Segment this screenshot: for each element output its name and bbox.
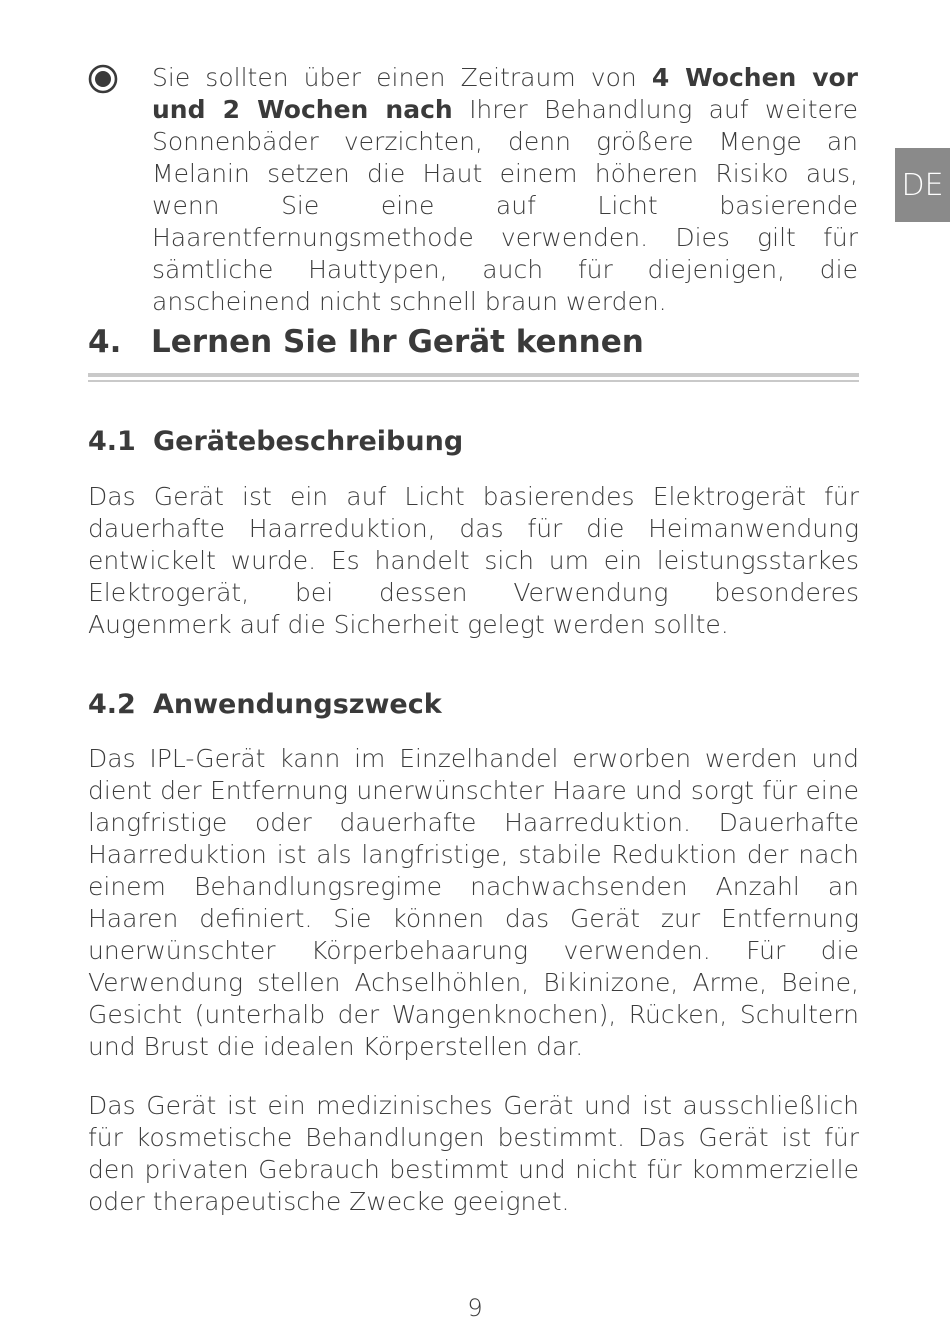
section-4-2-heading xyxy=(88,688,858,722)
section-4-title: Lernen Sie Ihr Gerät kennen xyxy=(151,324,644,360)
section-4-2-number: 4.2 xyxy=(88,689,136,720)
bullet-text-bold: 4 Wochen vor und 2 Wochen nach xyxy=(152,63,858,124)
page-number: 9 xyxy=(467,1294,483,1322)
language-tab: DE xyxy=(895,148,950,222)
section-4-1-paragraph: Das Gerät ist ein auf Licht basierendes Elektrogerät für dauerhafte Haarreduktion, das für die Heimanwendung entwickelt wurde. Es handelt sich um ein leistungsstarkes Elektrogerät, bei dessen Verwendung besonderes Augenmerk auf die Sicherheit gelegt werden sollte. xyxy=(88,482,859,639)
section-4-number: 4. xyxy=(88,324,122,360)
section-4-heading xyxy=(88,322,858,362)
radio-bullet-icon xyxy=(88,64,118,94)
heading-rule-thin xyxy=(88,380,859,382)
section-4-2-title: Anwendungszweck xyxy=(153,689,442,720)
section-4-2-paragraph-1: Das IPL-Gerät kann im Einzelhandel erworben werden und dient der Entfernung unerwünschter Haare und sorgt für eine langfristige oder dauerhafte Haarreduktion. Dauerhafte Haarreduktion ist als langfristige, stabile Reduktion der nach einem Behandlungsregime nachwachsenden Anzahl an Haaren definiert. Sie können das Gerät zur Entfernung unerwünschter Körperbehaarung verwenden. Für die Verwendung stellen Achselhöhlen, Bikinizone, Arme, Beine, Gesicht (unterhalb der Wangenknochen), Rücken, Schultern und Brust die idealen Körperstellen dar. xyxy=(88,744,859,1061)
section-4-1-number: 4.1 xyxy=(88,426,136,457)
heading-rule-thick xyxy=(88,373,859,377)
section-4-1-heading xyxy=(88,425,858,459)
bullet-text-before: Sie sollten über einen Zeitraum von xyxy=(152,63,652,92)
bullet-note-text xyxy=(152,62,858,318)
section-4-2-paragraph-2: Das Gerät ist ein medizinisches Gerät und ist ausschließlich für kosmetische Behandlungen bestimmt. Das Gerät ist für den privaten Gebrauch bestimmt und nicht für kommerzielle oder therapeutische Zwecke geeignet. xyxy=(88,1091,859,1216)
bullet-text-after: Ihrer Behandlung auf weitere Sonnenbäder verzichten, denn größere Menge an Melanin setzen die Haut einem höheren Risiko aus, wenn Sie eine auf Licht basierende Haarentfernungsmethode verwenden. Dies gilt für sämtliche Hauttypen, auch für diejenigen, die anscheinend nicht schnell braun werden. xyxy=(152,95,858,316)
section-4-1-title: Gerätebeschreibung xyxy=(153,426,464,457)
